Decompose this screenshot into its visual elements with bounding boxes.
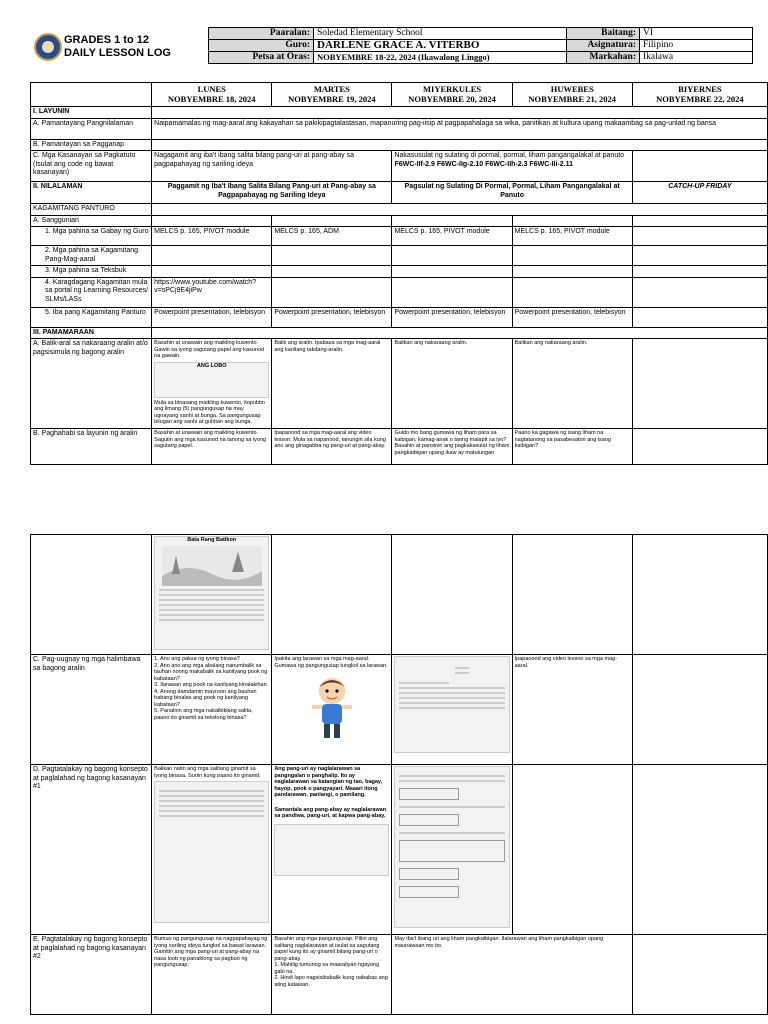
pagtatalakay-2-tuesday: Basahin ang mga pangungusap. Piliin ang salitang naglalarawan at isulat sa sagutang papel kung ito ay ginamit bilang pang-uri o pang-abay. 1. Mahilig tumunog sa maaraliyan ngayong gabi na. 2. Hindi lapo nagsisibabalik kung nababas ang ating katawan. <box>272 935 392 1015</box>
lesson-log-table <box>30 82 768 465</box>
gabay-guro-monday: MELCS p. 165, PIVOT module <box>152 227 272 246</box>
paghahabi-thursday: Paano ka gagawa ng isang liham na nagtatanong sa pasabesaton ang isang kaibigan? <box>512 429 632 465</box>
baitang-label: Baitang: <box>567 28 640 40</box>
pagtatalakay-2-label: E. Pagtatalakay ng bagong konsepto at paglalahad ng bagong kasanayan #2 <box>31 935 152 1015</box>
pagtatalakay-2-wednesday: May iba't ibang uri ang liham pangkaibigan. Ilalarawan ang liham pangkaibigan upang maunawaan mo ito. <box>392 935 632 1015</box>
paghahabi-tuesday: Ipapanood sa mga mag-aaral ang video lesson. Mula sa napanood, tanungin sila kung ano ang ginagabba ng pang-uri at pang-abay. <box>272 429 392 465</box>
youtube-link[interactable]: https://www.youtube.com/watch?v=sPCj9E4jiPw <box>152 277 272 307</box>
paaralan-label: Paaralan: <box>209 28 314 40</box>
landscape-illustration <box>162 546 262 586</box>
balik-aral-monday: Basahin at unawain ang maikling kuwento. Gawin sa iyong sagutang papel ang kasunod na gawain. ANG LOBO Mula sa binasang maikling kuwento, itopubtin ang limang (5) pangungusap na may ugnayang sanhi at bunga. Sa pangungusap bilugan ang sanhi at guhitan ang bunga. <box>152 339 272 429</box>
balik-aral-label: A. Balik-aral sa nakaraang aralin at/o pagsisimula ng bagong aralin <box>31 339 152 429</box>
document-title-line2: DAILY LESSON LOG <box>64 47 171 59</box>
gabay-guro-wednesday: MELCS p. 165, PIVOT module <box>392 227 512 246</box>
deped-seal-logo <box>34 33 62 61</box>
markahan-value: Ikalawa <box>640 52 753 64</box>
letter-sample-image <box>394 656 509 753</box>
petsa-label: Petsa at Oras: <box>209 52 314 64</box>
kagamitan-monday: Powerpoint presentation, telebisyon <box>152 307 272 327</box>
pagtatalakay-1-monday: Balikan natin ang mga salitang ginamit sa iyong binasa. Suriin kung paano ito ginamit. <box>152 765 272 935</box>
pag-uugnay-monday: 1. Ano ang paksa ng iyong binasa? 2. Ano ano ang mga abalang nanumbalik sa tauhan noong makabalik sa kanilyang pook ng kabataan? 3. Ilarawan ang pook na kanilyang kinalakihan. 4. Anong damdamin mayroon ang bauhan habang binalas ang pook ng kanilyang kabataan? 5. Panalnin ang mga nakalbiklang salita, paano ito ginamit sa tekstong binasa? <box>152 655 272 765</box>
markahan-label: Markahan: <box>567 52 640 64</box>
header-info-table <box>208 27 753 64</box>
asignatura-value: Filipino <box>640 40 753 52</box>
day-header-friday: BIYERNES NOBYEMBRE 22, 2024 <box>632 83 767 107</box>
teksbuk-label: 3. Mga pahina sa Teksbuk <box>31 266 152 278</box>
pagtatalakay-1-tuesday: Ang pang-uri ay naglalarawan sa pangngalan o panghalip. Ito ay naglalarawan sa katangian ng tao, bagay, hayop, pook o pangyayari. Maaari itong pandarawan, panlangi, o pamilang. Samantala ang pang-abay ay naglalarawan sa pandiwa, pang-uri, at kapwa pang-abay. <box>272 765 392 935</box>
pag-uugnay-thursday: Ipapanood ang video lesson sa mga mag-aaral. <box>512 655 632 765</box>
bata-story-image: Bata Rang Batlkon <box>154 536 269 650</box>
liham-parts-image <box>394 766 509 928</box>
kasanayan-text-2: Nakasusulat ng sulating di pormal, pormal, liham pangangalakal at panuto F6WC-IIf-2.9 F6WC-IIg-2.10 F6WC-IIh-2.3 F6WC-IIi-2.11 <box>392 151 632 182</box>
story-image-cell <box>152 535 272 655</box>
kasanayan-label: C. Mga Kasanayan sa Pagkatuto (Isulat ang code ng bawat kasanayan) <box>31 151 152 182</box>
nilalaman-heading: II. NILALAMAN <box>31 182 152 204</box>
pagtatalakay-1-wednesday <box>392 765 512 935</box>
day-header-monday: LUNES NOBYEMBRE 18, 2024 <box>152 83 272 107</box>
pagtatalakay-1-label: D. Pagtatalakay ng bagong konsepto at paglalahad ng bagong kasanayan #1 <box>31 765 152 935</box>
document-title-line1: GRADES 1 to 12 <box>64 34 149 46</box>
balik-aral-wednesday: Balikan ang nakaraang aralin. <box>392 339 512 429</box>
kagamitan-tuesday: Powerpoint presentation, telebisyon <box>272 307 392 327</box>
day-header-wednesday: MIYERKULES NOBYEMBRE 20, 2024 <box>392 83 512 107</box>
gabay-guro-label: 1. Mga pahina sa Gabay ng Guro <box>31 227 152 246</box>
pamamaraan-heading: III. PAMAMARAAN <box>31 327 152 339</box>
hanay-table-image <box>154 781 269 923</box>
catch-up-friday: CATCH-UP FRIDAY <box>632 182 767 204</box>
day-header-tuesday: MARTES NOBYEMBRE 19, 2024 <box>272 83 392 107</box>
balik-aral-thursday: Balikan ang nakaraang aralin. <box>512 339 632 429</box>
kagamitan-thursday: Powerpoint presentation, telebisyon <box>512 307 632 327</box>
iba-pang-kagamitan-label: 5. Iba pang Kagamitang Panturo <box>31 307 152 327</box>
pag-uugnay-wednesday <box>392 655 512 765</box>
pamantayang-pangnilalaman-text: Naipamamalas ng mag-aaral ang kakayahan sa pakikipagtalastasan, mapanuring pag-iisip at pagpapahalaga sa wika, panitikan at kultura upang makaambag sa pag-unlad ng bansa <box>152 118 768 139</box>
kasanayan-text-1: Nagagamit ang iba't ibang salita bilang pang-uri at pang-abay sa pagpapahayag ng sariling ideya <box>152 151 392 182</box>
nilalaman-2: Pagsulat ng Sulating Di Pormal, Pormal, Liham Pangangalakal at Panuto <box>392 182 632 204</box>
sanggunian-heading: A. Sanggunian <box>31 215 152 227</box>
paghahabi-monday: Basahin at unawain ang maikling kuwento. Sagutin ang mga kasunod na tanong sa iyong sagutang papel. <box>152 429 272 465</box>
asignatura-label: Asignatura: <box>567 40 640 52</box>
lesson-log-table-continued <box>30 534 768 1015</box>
pag-uugnay-tuesday: Ipakita ang larawan sa mga mag-aaral. Gumawa ng pangungusap tungkol sa larawan. <box>272 655 392 765</box>
example-chart-image <box>274 824 389 876</box>
kagamitan-heading: KAGAMITANG PANTURO <box>31 204 152 216</box>
pamantayang-pangnilalaman-label: A. Pamantayang Pangnilalaman <box>31 118 152 139</box>
pagtatalakay-2-monday: Bumuo ng pangungusap na nagpapahayag ng iyong sariling ideya tungkol sa bawat larawan. Gamitin ang mga pang-uri at pang-abay na nasa loob ng panaklong sa pagbuo ng pangungusap. <box>152 935 272 1015</box>
petsa-value: NOBYEMBRE 18-22, 2024 (Ikawalong Linggo) <box>314 52 567 64</box>
guro-value: DARLENE GRACE A. VITERBO <box>314 40 567 52</box>
kagamitan-wednesday: Powerpoint presentation, telebisyon <box>392 307 512 327</box>
baitang-value: VI <box>640 28 753 40</box>
paaralan-value: Soledad Elementary School <box>314 28 567 40</box>
day-header-thursday: HUWEBES NOBYEMBRE 21, 2024 <box>512 83 632 107</box>
pag-uugnay-label: C. Pag-uugnay ng mga halimbawa sa bagong aralin <box>31 655 152 765</box>
paghahabi-label: B. Paghahabi sa layunin ng aralin <box>31 429 152 465</box>
gabay-guro-tuesday: MELCS p. 165, ADM <box>272 227 392 246</box>
kagamitang-mag-aaral-label: 2. Mga pahina sa Kagamitang Pang-Mag-aaral <box>31 246 152 266</box>
balik-aral-tuesday: Balik ang aralin. Ipabasa sa mga mag-aaral ang kanilang takdang-aralin. <box>272 339 392 429</box>
paghahabi-wednesday: Guido mo bang gumawa ng liham para sa kaibigan, kamag-anak o taong malapit sa iyo? Basahin at pansinin ang pagkakasulat ng liham pangkaibigan upang ikaw ay matulungan <box>392 429 512 465</box>
gabay-guro-thursday: MELCS p. 165, PIVOT module <box>512 227 632 246</box>
ang-lobo-story-image: ANG LOBO <box>154 362 269 398</box>
karagdagang-kagamitan-label: 4. Karagdagang Kagamitan mula sa portal ng Learning Resources/ SLMs/LASs <box>31 277 152 307</box>
layunin-heading: I. LAYUNIN <box>31 107 152 119</box>
guro-label: Guro: <box>209 40 314 52</box>
pamantayan-pagganap-label: B. Pamantayan sa Pagganap <box>31 139 152 151</box>
boy-illustration <box>307 673 357 743</box>
corner-cell <box>31 83 152 107</box>
nilalaman-1: Paggamit ng Iba't Ibang Salita Bilang Pang-uri at Pang-abay sa Pagpapahayag ng Sariling Ideya <box>152 182 392 204</box>
